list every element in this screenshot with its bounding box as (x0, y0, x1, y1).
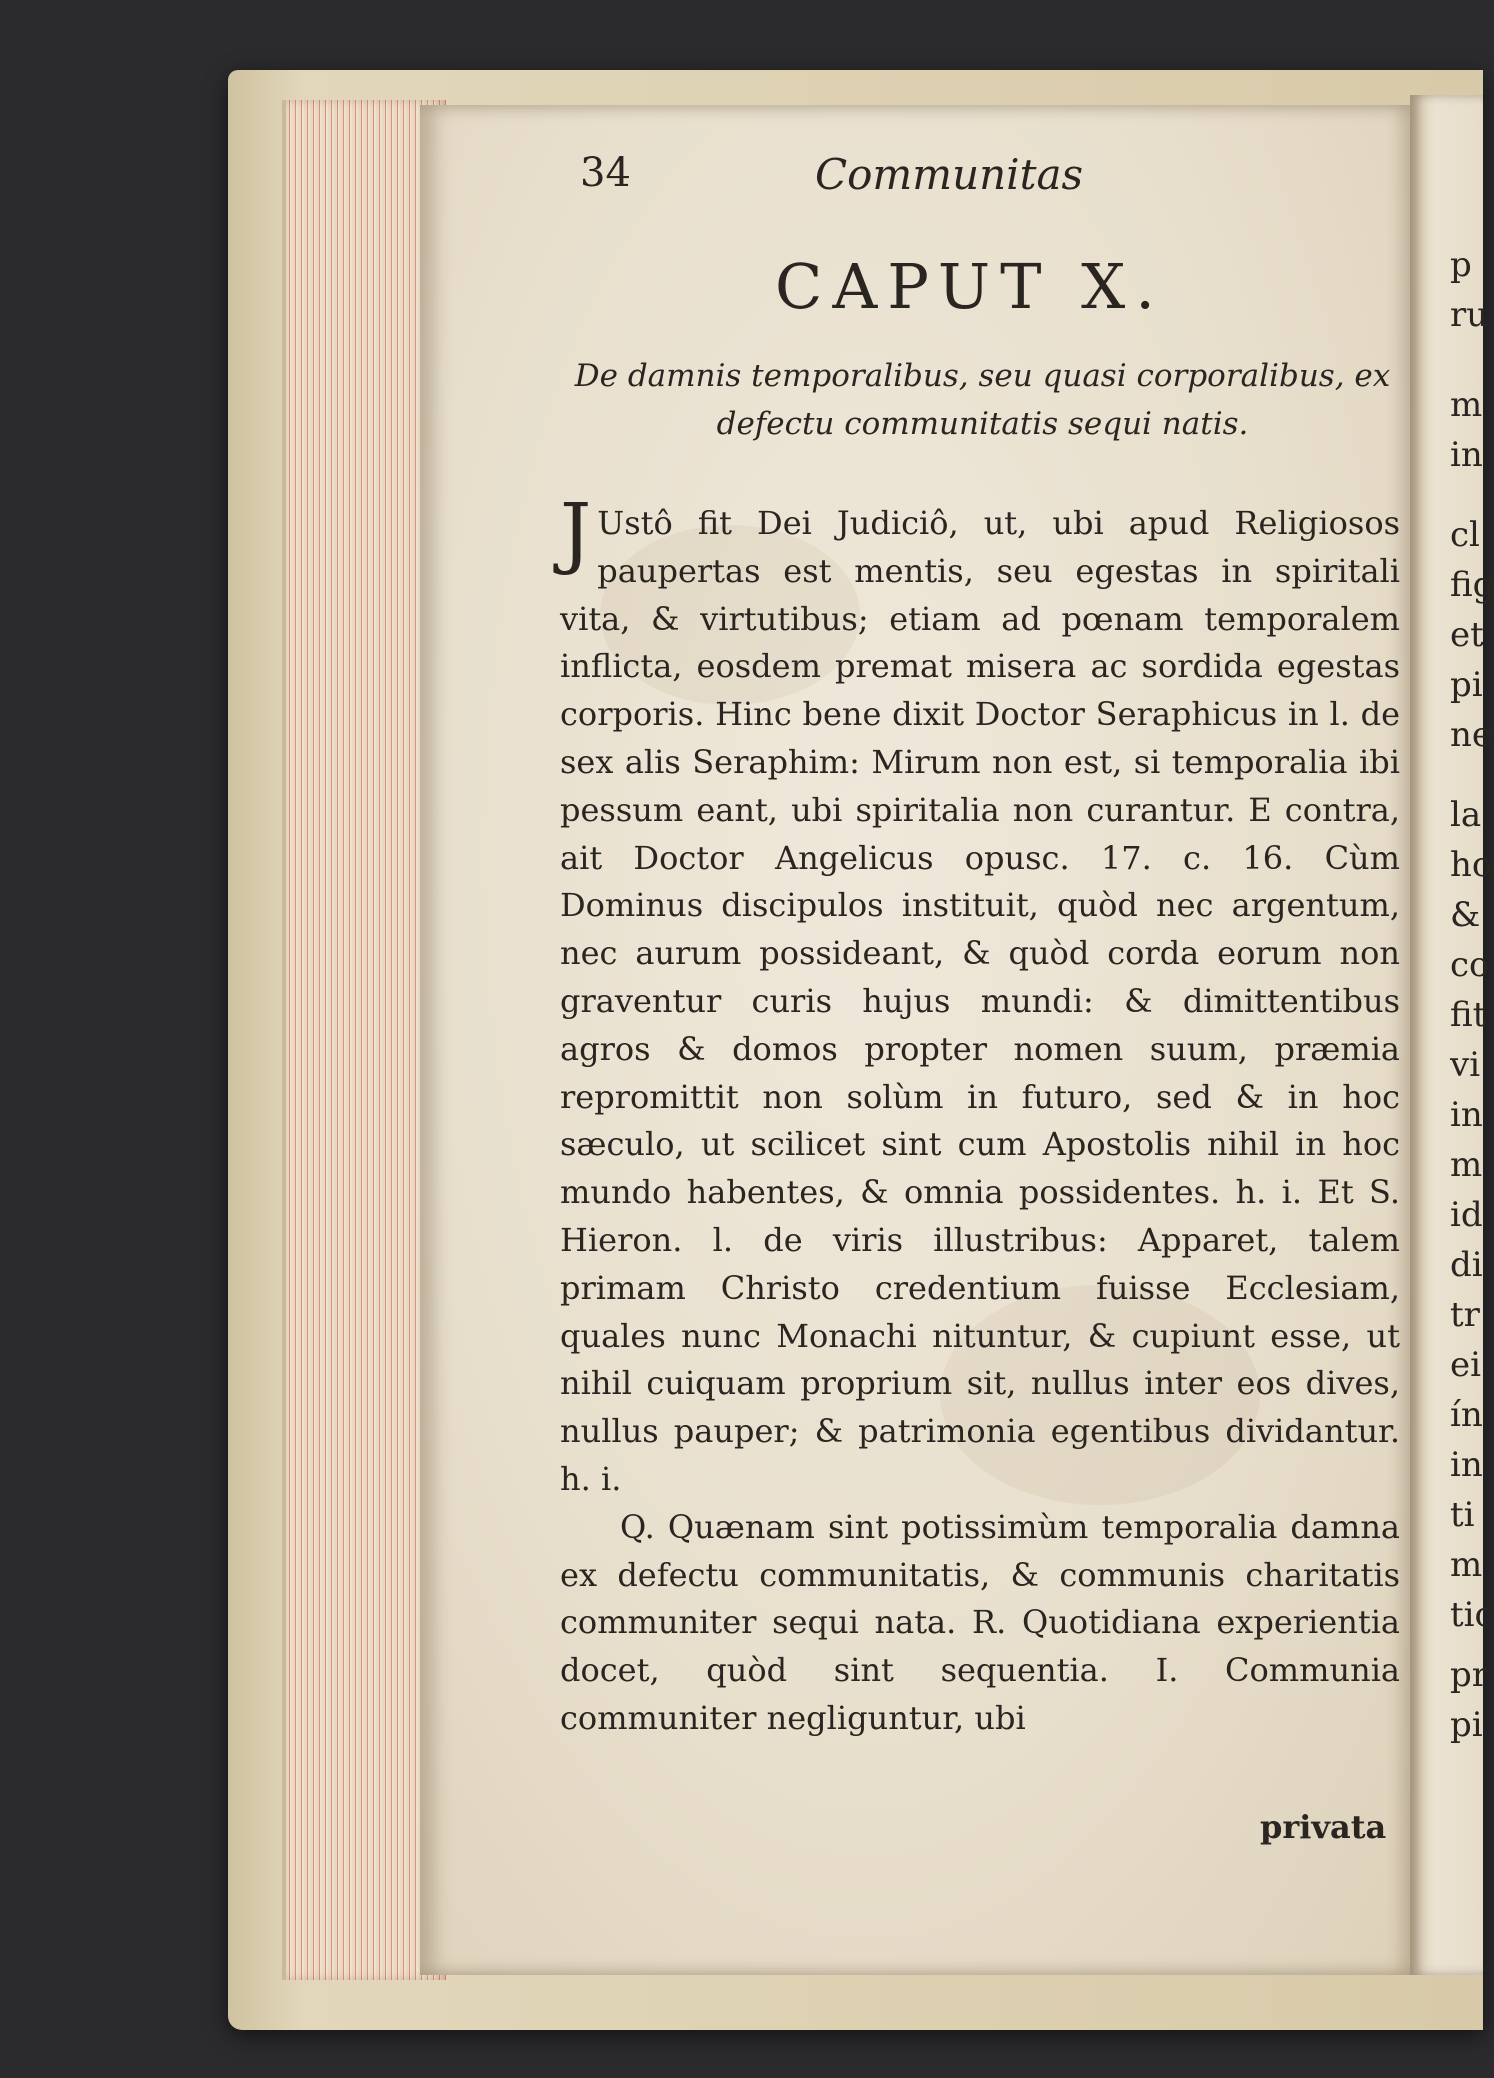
chapter-subtitle: De damnis temporalibus, seu quasi corporalibus, ex defectu communitatis sequi natis. (574, 358, 1391, 442)
facing-page-fragment: ín (1450, 1395, 1483, 1435)
facing-page-fragment: ru (1450, 295, 1489, 335)
facing-page-fragment: ei (1450, 1345, 1481, 1385)
facing-page-fragment: & (1450, 895, 1481, 935)
facing-page-fragment: cl (1450, 515, 1480, 555)
body-text (560, 488, 1400, 1743)
facing-page-fragment: pi (1450, 1705, 1483, 1745)
chapter-heading: CAPUT X. (775, 250, 1165, 323)
running-title: Communitas (815, 150, 1084, 199)
facing-page-fragment: vi (1450, 1045, 1481, 1085)
catchword: privata (1260, 1808, 1387, 1846)
page-header (560, 150, 1420, 210)
facing-page-edge (1410, 95, 1494, 1975)
facing-page-fragment: ne (1450, 715, 1493, 755)
facing-page-fragment: pr (1450, 1655, 1489, 1695)
facing-page-fragment: ho (1450, 845, 1493, 885)
drop-cap: J (560, 488, 592, 578)
paragraph-2 (560, 1504, 1400, 1743)
facing-page-fragment: la (1450, 795, 1482, 835)
facing-page-fragment: ti (1450, 1495, 1475, 1535)
facing-page-fragment: tr (1450, 1295, 1480, 1335)
facing-page-fragment: m (1450, 385, 1483, 425)
page-number: 34 (580, 150, 631, 196)
paragraph-2-text: Q. Quænam sint potissimùm temporalia damna ex defectu communitatis, & communis charitatis communiter sequi nata. R. Quotidiana experientia docet, quòd sint sequentia. I. Communia communiter negliguntur, ubi (560, 1507, 1400, 1737)
facing-page-fragment: p (1450, 245, 1472, 285)
facing-page-fragment: tic (1450, 1595, 1494, 1635)
paragraph-1-text: Ustô fit Dei Judiciô, ut, ubi apud Religiosos paupertas est mentis, seu egestas in spiritali vita, & virtutibus; etiam ad pœnam temporalem inflicta, eosdem premat misera ac sordida egestas corporis. Hinc bene dixit Doctor Seraphicus in l. de sex alis Seraphim: Mirum non est, si temporalia ibi pessum eant, ubi spiritalia non curantur. E contra, ait Doctor Angelicus opusc. 17. c. 16. Cùm Dominus discipulos instituit, quòd nec argentum, nec aurum possideant, & quòd corda eorum non graventur curis hujus mundi: & dimittentibus agros & domos propter nomen suum, præmia repromittit non solùm in futuro, sed & in hoc sæculo, ut scilicet sint cum Apostolis nihil in hoc mundo habentes, & omnia possidentes. h. i. Et S. Hieron. l. de viris illustribus: Apparet, talem primam Christo credentium fuisse Ecclesiam, quales nunc Monachi nituntur, & cupiunt esse, ut nihil cuiquam proprium sit, nullus inter eos dives, nullus pauper; & patrimonia egentibus dividantur. h. i. (560, 504, 1400, 1498)
facing-page-fragment: fig (1450, 565, 1494, 605)
facing-page-fragment: co (1450, 945, 1490, 985)
paragraph-1 (560, 488, 1400, 1504)
facing-page-fragment: et (1450, 615, 1484, 655)
facing-page-fragment: in (1450, 435, 1483, 475)
facing-page-fragment: m (1450, 1145, 1483, 1185)
facing-page-fragment: di (1450, 1245, 1483, 1285)
facing-page-fragment: in (1450, 1095, 1483, 1135)
facing-page-fragment: pi (1450, 665, 1483, 705)
facing-page-fragment: id (1450, 1195, 1483, 1235)
facing-page-fragment: fit (1450, 995, 1487, 1035)
facing-page-fragment: in (1450, 1445, 1483, 1485)
facing-page-fragment: m (1450, 1545, 1483, 1585)
